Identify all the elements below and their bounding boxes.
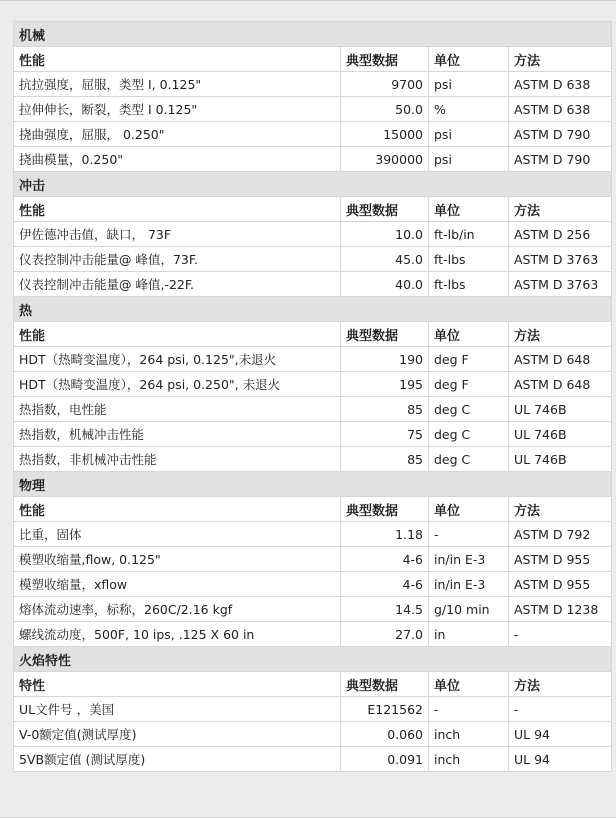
unit-cell: %: [429, 97, 509, 122]
value-cell: 85: [341, 447, 429, 472]
method-cell: ASTM D 648: [509, 372, 612, 397]
value-cell: 40.0: [341, 272, 429, 297]
table-row: [14, 397, 612, 422]
header-property: 性能: [14, 322, 341, 347]
header-typical-value: 典型数据: [341, 322, 429, 347]
method-cell: -: [509, 622, 612, 647]
property-cell: 比重，固体: [14, 522, 341, 547]
method-cell: UL 746B: [509, 397, 612, 422]
method-cell: ASTM D 638: [509, 72, 612, 97]
table-row: [14, 597, 612, 622]
method-cell: UL 746B: [509, 447, 612, 472]
method-cell: -: [509, 697, 612, 722]
property-cell: 模塑收缩量，xflow: [14, 572, 341, 597]
property-cell: 拉伸伸长，断裂，类型 I 0.125": [14, 97, 341, 122]
property-cell: HDT（热畸变温度），264 psi, 0.250", 未退火: [14, 372, 341, 397]
property-cell: V-0额定值(测试厚度): [14, 722, 341, 747]
method-cell: ASTM D 790: [509, 122, 612, 147]
value-cell: 85: [341, 397, 429, 422]
table-row: [14, 147, 612, 172]
column-header-row: [14, 47, 612, 72]
property-cell: 热指数，非机械冲击性能: [14, 447, 341, 472]
properties-table-body: [14, 22, 612, 772]
header-unit: 单位: [429, 47, 509, 72]
table-row: [14, 547, 612, 572]
property-cell: HDT（热畸变温度），264 psi, 0.125",未退火: [14, 347, 341, 372]
table-row: [14, 747, 612, 772]
table-row: [14, 72, 612, 97]
value-cell: 195: [341, 372, 429, 397]
table-row: [14, 422, 612, 447]
method-cell: ASTM D 256: [509, 222, 612, 247]
property-cell: 挠曲强度，屈服， 0.250": [14, 122, 341, 147]
unit-cell: psi: [429, 122, 509, 147]
property-cell: 抗拉强度，屈服，类型 I, 0.125": [14, 72, 341, 97]
value-cell: 50.0: [341, 97, 429, 122]
property-cell: 熔体流动速率，标称，260C/2.16 kgf: [14, 597, 341, 622]
value-cell: 0.091: [341, 747, 429, 772]
table-row: [14, 622, 612, 647]
table-row: [14, 372, 612, 397]
section-title: 机械: [14, 22, 612, 47]
property-cell: 仪表控制冲击能量@ 峰值，73F.: [14, 247, 341, 272]
header-unit: 单位: [429, 672, 509, 697]
value-cell: 390000: [341, 147, 429, 172]
header-typical-value: 典型数据: [341, 497, 429, 522]
header-property: 特性: [14, 672, 341, 697]
header-method: 方法: [509, 497, 612, 522]
section-title: 热: [14, 297, 612, 322]
section-title: 火焰特性: [14, 647, 612, 672]
value-cell: 27.0: [341, 622, 429, 647]
header-property: 性能: [14, 197, 341, 222]
header-property: 性能: [14, 497, 341, 522]
value-cell: 1.18: [341, 522, 429, 547]
table-row: [14, 122, 612, 147]
table-row: [14, 247, 612, 272]
header-unit: 单位: [429, 197, 509, 222]
method-cell: ASTM D 1238: [509, 597, 612, 622]
property-cell: 5VB额定值 (测试厚度): [14, 747, 341, 772]
value-cell: 15000: [341, 122, 429, 147]
value-cell: 14.5: [341, 597, 429, 622]
unit-cell: deg C: [429, 422, 509, 447]
section-title-row: [14, 22, 612, 47]
unit-cell: psi: [429, 72, 509, 97]
property-cell: 热指数，电性能: [14, 397, 341, 422]
header-method: 方法: [509, 322, 612, 347]
method-cell: UL 94: [509, 747, 612, 772]
method-cell: UL 94: [509, 722, 612, 747]
table-row: [14, 272, 612, 297]
value-cell: E121562: [341, 697, 429, 722]
method-cell: ASTM D 790: [509, 147, 612, 172]
property-cell: 热指数，机械冲击性能: [14, 422, 341, 447]
column-header-row: [14, 672, 612, 697]
value-cell: 10.0: [341, 222, 429, 247]
unit-cell: ft-lb/in: [429, 222, 509, 247]
property-cell: 仪表控制冲击能量@ 峰值,-22F.: [14, 272, 341, 297]
header-method: 方法: [509, 672, 612, 697]
unit-cell: -: [429, 697, 509, 722]
value-cell: 45.0: [341, 247, 429, 272]
value-cell: 4-6: [341, 572, 429, 597]
value-cell: 0.060: [341, 722, 429, 747]
header-typical-value: 典型数据: [341, 47, 429, 72]
section-title-row: [14, 472, 612, 497]
section-title-row: [14, 647, 612, 672]
unit-cell: inch: [429, 722, 509, 747]
header-unit: 单位: [429, 322, 509, 347]
method-cell: ASTM D 648: [509, 347, 612, 372]
header-unit: 单位: [429, 497, 509, 522]
table-row: [14, 222, 612, 247]
unit-cell: g/10 min: [429, 597, 509, 622]
column-header-row: [14, 322, 612, 347]
method-cell: ASTM D 3763: [509, 272, 612, 297]
unit-cell: inch: [429, 747, 509, 772]
value-cell: 190: [341, 347, 429, 372]
section-title-row: [14, 297, 612, 322]
section-title: 冲击: [14, 172, 612, 197]
unit-cell: in/in E-3: [429, 572, 509, 597]
header-typical-value: 典型数据: [341, 197, 429, 222]
unit-cell: ft-lbs: [429, 247, 509, 272]
header-method: 方法: [509, 47, 612, 72]
method-cell: ASTM D 955: [509, 572, 612, 597]
unit-cell: ft-lbs: [429, 272, 509, 297]
method-cell: UL 746B: [509, 422, 612, 447]
unit-cell: deg C: [429, 397, 509, 422]
value-cell: 4-6: [341, 547, 429, 572]
property-cell: 模塑收缩量,flow, 0.125": [14, 547, 341, 572]
method-cell: ASTM D 638: [509, 97, 612, 122]
table-row: [14, 347, 612, 372]
header-method: 方法: [509, 197, 612, 222]
header-typical-value: 典型数据: [341, 672, 429, 697]
section-title: 物理: [14, 472, 612, 497]
unit-cell: psi: [429, 147, 509, 172]
property-cell: 挠曲模量，0.250": [14, 147, 341, 172]
table-row: [14, 697, 612, 722]
table-row: [14, 572, 612, 597]
property-cell: UL文件号 ，美国: [14, 697, 341, 722]
value-cell: 9700: [341, 72, 429, 97]
properties-table: [13, 21, 612, 772]
column-header-row: [14, 497, 612, 522]
column-header-row: [14, 197, 612, 222]
property-cell: 伊佐德冲击值，缺口， 73F: [14, 222, 341, 247]
method-cell: ASTM D 792: [509, 522, 612, 547]
property-cell: 螺线流动度，500F, 10 ips, .125 X 60 in: [14, 622, 341, 647]
table-row: [14, 722, 612, 747]
unit-cell: in/in E-3: [429, 547, 509, 572]
table-row: [14, 447, 612, 472]
value-cell: 75: [341, 422, 429, 447]
method-cell: ASTM D 955: [509, 547, 612, 572]
method-cell: ASTM D 3763: [509, 247, 612, 272]
unit-cell: deg F: [429, 347, 509, 372]
header-property: 性能: [14, 47, 341, 72]
unit-cell: deg F: [429, 372, 509, 397]
section-title-row: [14, 172, 612, 197]
table-row: [14, 522, 612, 547]
unit-cell: -: [429, 522, 509, 547]
table-row: [14, 97, 612, 122]
unit-cell: deg C: [429, 447, 509, 472]
unit-cell: in: [429, 622, 509, 647]
